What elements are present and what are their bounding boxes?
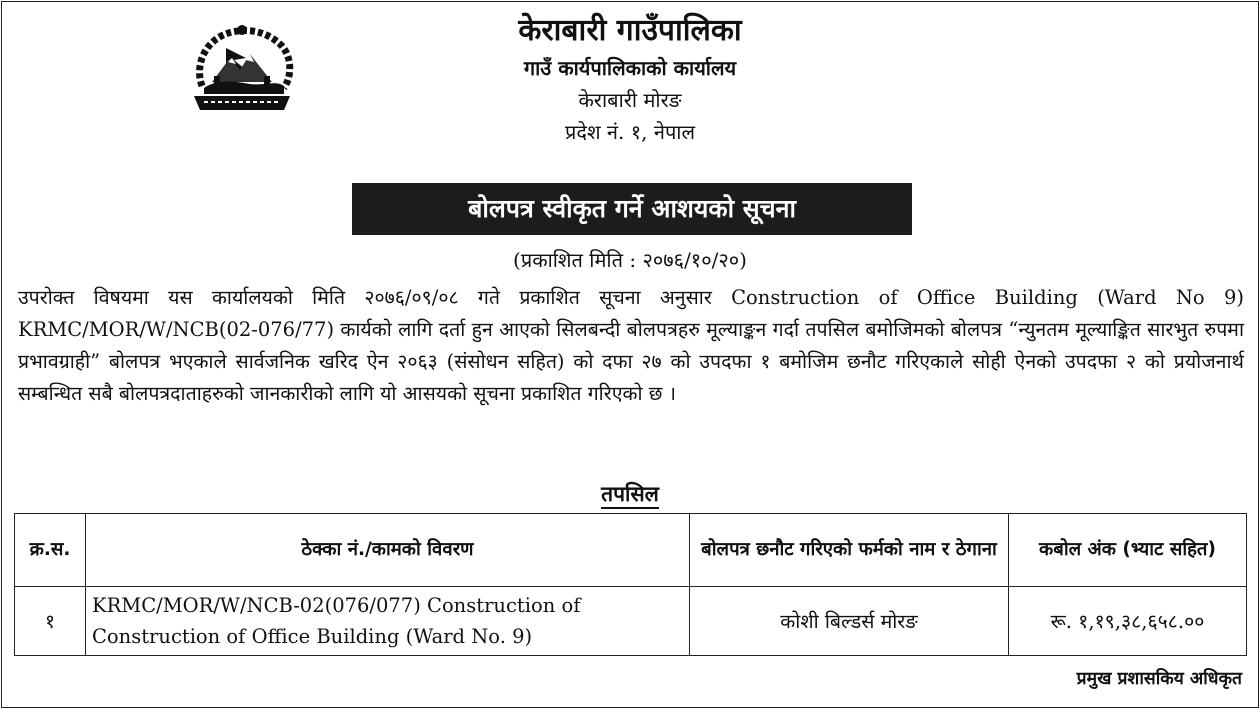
municipality-title: केराबारी गाउँपालिका bbox=[518, 13, 742, 48]
tapsil-heading bbox=[2, 481, 1258, 507]
header-sn: क्र.स. bbox=[15, 514, 86, 587]
cell-description: KRMC/MOR/W/NCB-02(076/077) Construction of Construction of Office Building (Ward No. 9) bbox=[86, 587, 690, 656]
notice-body: उपरोक्त विषयमा यस कार्यालयको मिति २०७६/०९/०८ गते प्रकाशित सूचना अनुसार Construction of Office Building (Ward No 9) KRMC/MOR/W/NCB(02-076/77) कार्यको लागि दर्ता हुन आएको सिलबन्दी बोलपत्रहरु मूल्याङ्कन गर्दा तपसिल बमोजिमको बोलपत्र “न्युनतम मूल्याङ्कित सारभुत रुपमा प्रभावग्राही” बोलपत्र भएकाले सार्वजनिक खरिद ऐन २०६३ (संसोधन सहित) को दफा २७ को उपदफा १ बमोजिम छनौट गरिएकाले सोही ऐनको उपदफा २ को प्रयोजनार्थ सम्बन्धित सबै बोलपत्रदाताहरुको जानकारीको लागि यो आसयको सूचना प्रकाशित गरिएको छ । bbox=[18, 286, 1244, 405]
published-date: (प्रकाशित मिति : २०७६/१०/२०) bbox=[513, 248, 747, 272]
table-row bbox=[15, 587, 1247, 656]
header-firm: बोलपत्र छनौट गरिएको फर्मको नाम र ठेगाना bbox=[690, 514, 1009, 587]
tender-table bbox=[14, 513, 1247, 656]
cell-amount: रू. १,१९,३८,६५८.०० bbox=[1009, 587, 1247, 656]
signature-title: प्रमुख प्रशासकिय अधिकृत bbox=[1076, 669, 1242, 689]
office-name: गाउँ कार्यपालिकाको कार्यालय bbox=[523, 56, 737, 80]
office-location: केराबारी मोरङ bbox=[578, 88, 682, 112]
notice-page bbox=[1, 1, 1259, 708]
cell-firm: कोशी बिल्डर्स मोरङ bbox=[690, 587, 1009, 656]
header-amount: कबोल अंक (भ्याट सहित) bbox=[1009, 514, 1247, 587]
office-header bbox=[2, 13, 1258, 144]
tapsil-heading-text: तपसिल bbox=[601, 482, 659, 509]
header-description: ठेक्का नं./कामको विवरण bbox=[86, 514, 690, 587]
notice-heading: बोलपत्र स्वीकृत गर्ने आशयको सूचना bbox=[352, 183, 912, 235]
cell-sn: १ bbox=[15, 587, 86, 656]
table-header-row bbox=[15, 514, 1247, 587]
office-province: प्रदेश नं. १, नेपाल bbox=[564, 120, 696, 144]
